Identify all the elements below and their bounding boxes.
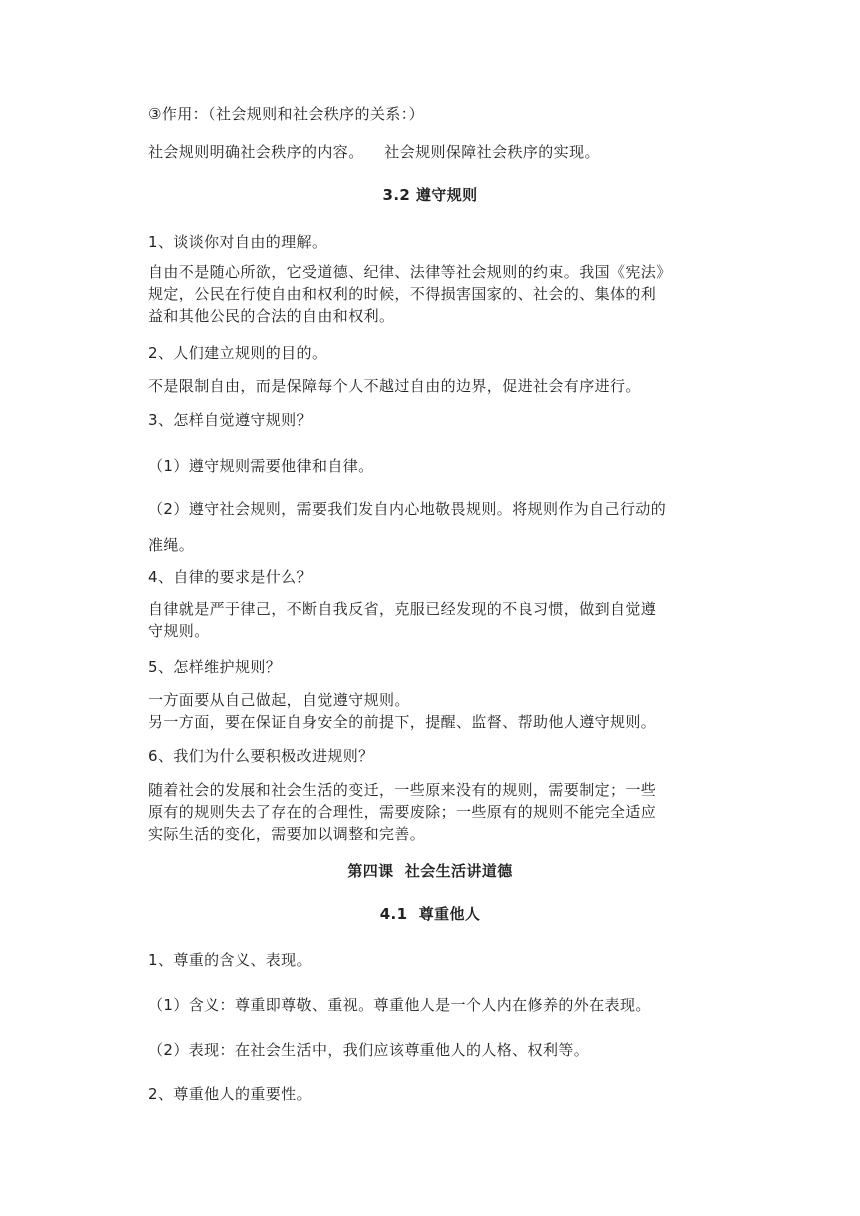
answer-1 bbox=[148, 261, 718, 327]
question-2: 2、人们建立规则的目的。 bbox=[148, 344, 328, 362]
question-4: 4、自律的要求是什么？ bbox=[148, 568, 312, 586]
question-8: 2、尊重他人的重要性。 bbox=[148, 1085, 312, 1103]
answer-4-line: 守规则。 bbox=[148, 622, 210, 640]
answer-3-item-1: （1）遵守规则需要他律和自律。 bbox=[148, 457, 374, 475]
answer-7-item-2: （2）表现：在社会生活中，我们应该尊重他人的人格、权利等。 bbox=[148, 1041, 590, 1059]
effect-text: 社会规则明确社会秩序的内容。 社会规则保障社会秩序的实现。 bbox=[148, 143, 600, 161]
answer-5-line: 另一方面，要在保证自身安全的前提下，提醒、监督、帮助他人遵守规则。 bbox=[148, 713, 657, 731]
answer-4-line: 自律就是严于律己，不断自我反省，克服已经发现的不良习惯，做到自觉遵 bbox=[148, 600, 657, 618]
question-1: 1、谈谈你对自由的理解。 bbox=[148, 233, 328, 251]
answer-2: 不是限制自由，而是保障每个人不越过自由的边界，促进社会有序进行。 bbox=[148, 377, 641, 395]
answer-5 bbox=[148, 689, 718, 733]
answer-6 bbox=[148, 779, 718, 845]
answer-6-line: 实际生活的变化，需要加以调整和完善。 bbox=[148, 825, 426, 843]
answer-3-item-2: （2）遵守社会规则，需要我们发自内心地敬畏规则。将规则作为自己行动的 bbox=[148, 500, 667, 518]
answer-6-line: 原有的规则失去了存在的合理性，需要废除；一些原有的规则不能完全适应 bbox=[148, 803, 657, 821]
answer-3-item-2-cont: 准绳。 bbox=[148, 536, 195, 554]
section-heading-3-2: 3.2 遵守规则 bbox=[382, 186, 478, 204]
answer-4 bbox=[148, 598, 718, 642]
question-5: 5、怎样维护规则？ bbox=[148, 658, 282, 676]
question-7: 1、尊重的含义、表现。 bbox=[148, 951, 312, 969]
question-3: 3、怎样自觉遵守规则？ bbox=[148, 411, 312, 429]
answer-1-line: 益和其他公民的合法的自由和权利。 bbox=[148, 307, 395, 325]
answer-1-line: 规定，公民在行使自由和权利的时候，不得损害国家的、社会的、集体的利 bbox=[148, 285, 657, 303]
answer-1-line: 自由不是随心所欲，它受道德、纪律、法律等社会规则的约束。我国《宪法》 bbox=[148, 263, 672, 281]
effect-heading: ③作用：（社会规则和社会秩序的关系：） bbox=[148, 105, 425, 123]
answer-5-line: 一方面要从自己做起，自觉遵守规则。 bbox=[148, 691, 410, 709]
answer-7-item-1: （1）含义：尊重即尊敬、重视。尊重他人是一个人内在修养的外在表现。 bbox=[148, 996, 651, 1014]
answer-6-line: 随着社会的发展和社会生活的变迁，一些原来没有的规则，需要制定；一些 bbox=[148, 781, 657, 799]
lesson-heading-4: 第四课 社会生活讲道德 bbox=[347, 862, 513, 880]
section-heading-4-1: 4.1 尊重他人 bbox=[379, 905, 481, 923]
question-6: 6、我们为什么要积极改进规则？ bbox=[148, 747, 374, 765]
